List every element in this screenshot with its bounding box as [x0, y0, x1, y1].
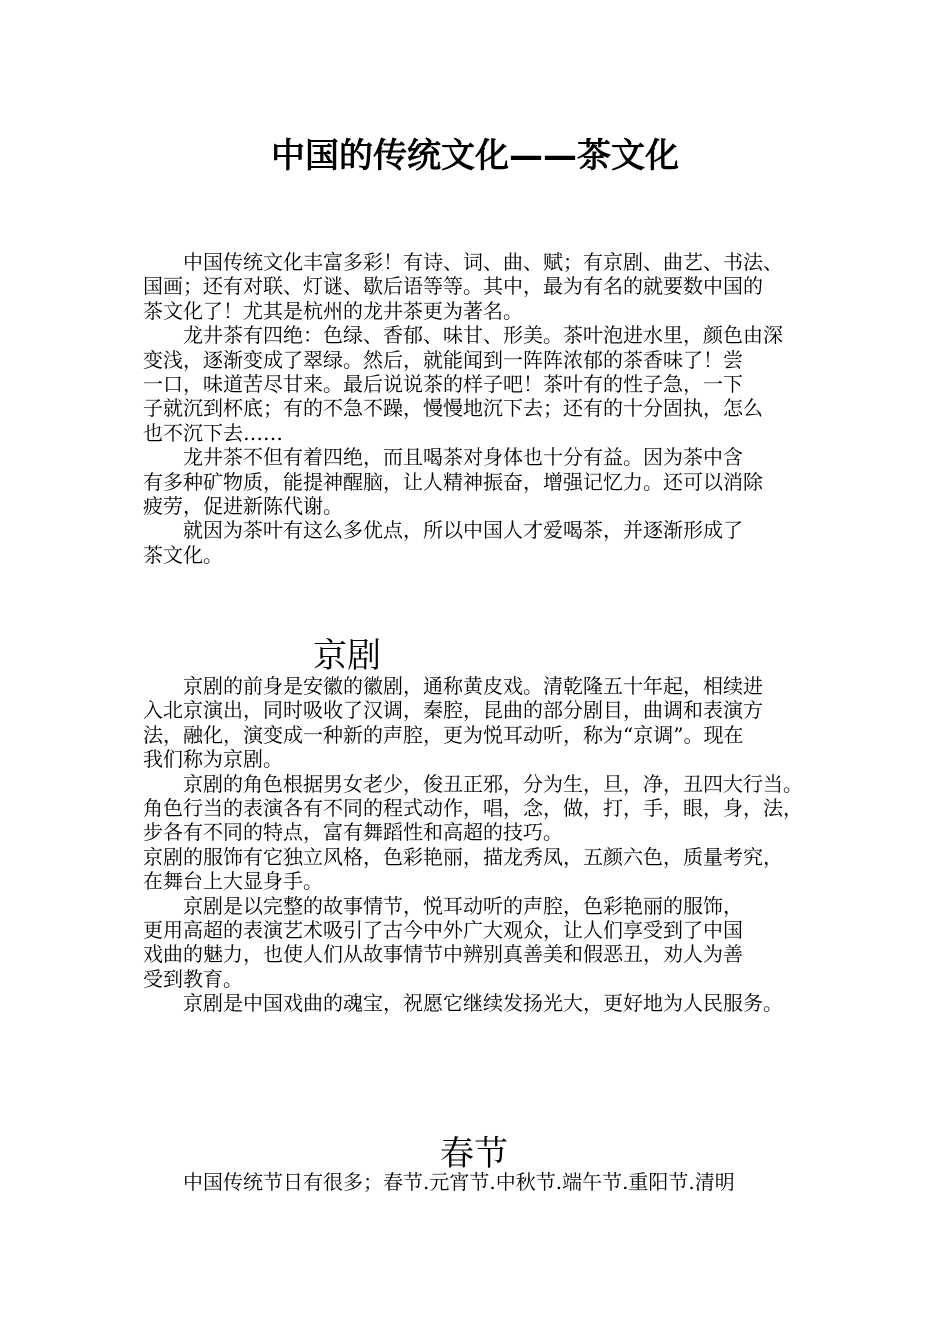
text-line: 龙井茶不但有着四绝，而且喝茶对身体也十分有益。因为茶中含 [143, 445, 743, 470]
text-line: 京剧是中国戏曲的魂宝，祝愿它继续发扬光大，更好地为人民服务。 [143, 991, 783, 1016]
text-line: 更用高超的表演艺术吸引了古今中外广大观众，让人们享受到了中国 [143, 918, 743, 943]
text-line: 入北京演出，同时吸收了汉调，秦腔，昆曲的部分剧目，曲调和表演方 [143, 698, 763, 723]
section-heading-peking-opera: 京剧 [313, 636, 381, 676]
text-line: 龙井茶有四绝：色绿、香郁、味甘、形美。茶叶泡进水里，颜色由深 [143, 323, 783, 348]
text-line: 茶文化了！尤其是杭州的龙井茶更为著名。 [143, 298, 523, 323]
page-title: 中国的传统文化——茶文化 [271, 136, 679, 176]
spring-festival-text [143, 1170, 823, 1194]
text-line: 法，融化，演变成一种新的声腔，更为悦耳动听，称为“京调”。现在 [143, 722, 744, 747]
text-line: 中国传统节日有很多；春节.元宵节.中秋节.端午节.重阳节.清明 [143, 1170, 735, 1194]
section-heading-spring-festival: 春节 [440, 1134, 508, 1174]
text-line: 就因为茶叶有这么多优点，所以中国人才爱喝茶，并逐渐形成了 [143, 518, 743, 543]
text-line: 京剧的服饰有它独立风格，色彩艳丽，描龙秀凤，五颜六色，质量考究， [143, 844, 783, 869]
text-line: 一口，味道苦尽甘来。最后说说茶的样子吧！茶叶有的性子急，一下 [143, 372, 743, 397]
peking-opera-text [143, 674, 823, 1016]
text-line: 疲劳，促进新陈代谢。 [143, 494, 343, 519]
text-line: 京剧是以完整的故事情节，悦耳动听的声腔，色彩艳丽的服饰， [143, 893, 743, 918]
text-line: 戏曲的魅力，也使人们从故事情节中辨别真善美和假恶丑，劝人为善 [143, 942, 743, 967]
text-line: 步各有不同的特点，富有舞蹈性和高超的技巧。 [143, 820, 563, 845]
text-line: 国画；还有对联、灯谜、歇后语等等。其中，最为有名的就要数中国的 [143, 274, 763, 299]
text-line: 茶文化。 [143, 542, 223, 567]
tea-culture-text [143, 250, 823, 567]
text-line: 京剧的前身是安徽的徽剧，通称黄皮戏。清乾隆五十年起，相续进 [143, 674, 763, 698]
text-line: 子就沉到杯底；有的不急不躁，慢慢地沉下去；还有的十分固执，怎么 [143, 396, 763, 421]
text-line: 变浅，逐渐变成了翠绿。然后，就能闻到一阵阵浓郁的茶香味了！尝 [143, 347, 743, 372]
text-line: 受到教育。 [143, 966, 243, 991]
text-line: 我们称为京剧。 [143, 747, 283, 772]
text-line: 京剧的角色根据男女老少，俊丑正邪，分为生，旦，净，丑四大行当。 [143, 771, 803, 796]
text-line: 在舞台上大显身手。 [143, 869, 323, 894]
text-line: 也不沉下去…… [143, 420, 283, 445]
text-line: 角色行当的表演各有不同的程式动作，唱，念，做，打，手，眼，身，法， [143, 796, 803, 821]
text-line: 中国传统文化丰富多彩！有诗、词、曲、赋；有京剧、曲艺、书法、 [143, 250, 783, 274]
text-line: 有多种矿物质，能提神醒脑，让人精神振奋，增强记忆力。还可以消除 [143, 469, 763, 494]
